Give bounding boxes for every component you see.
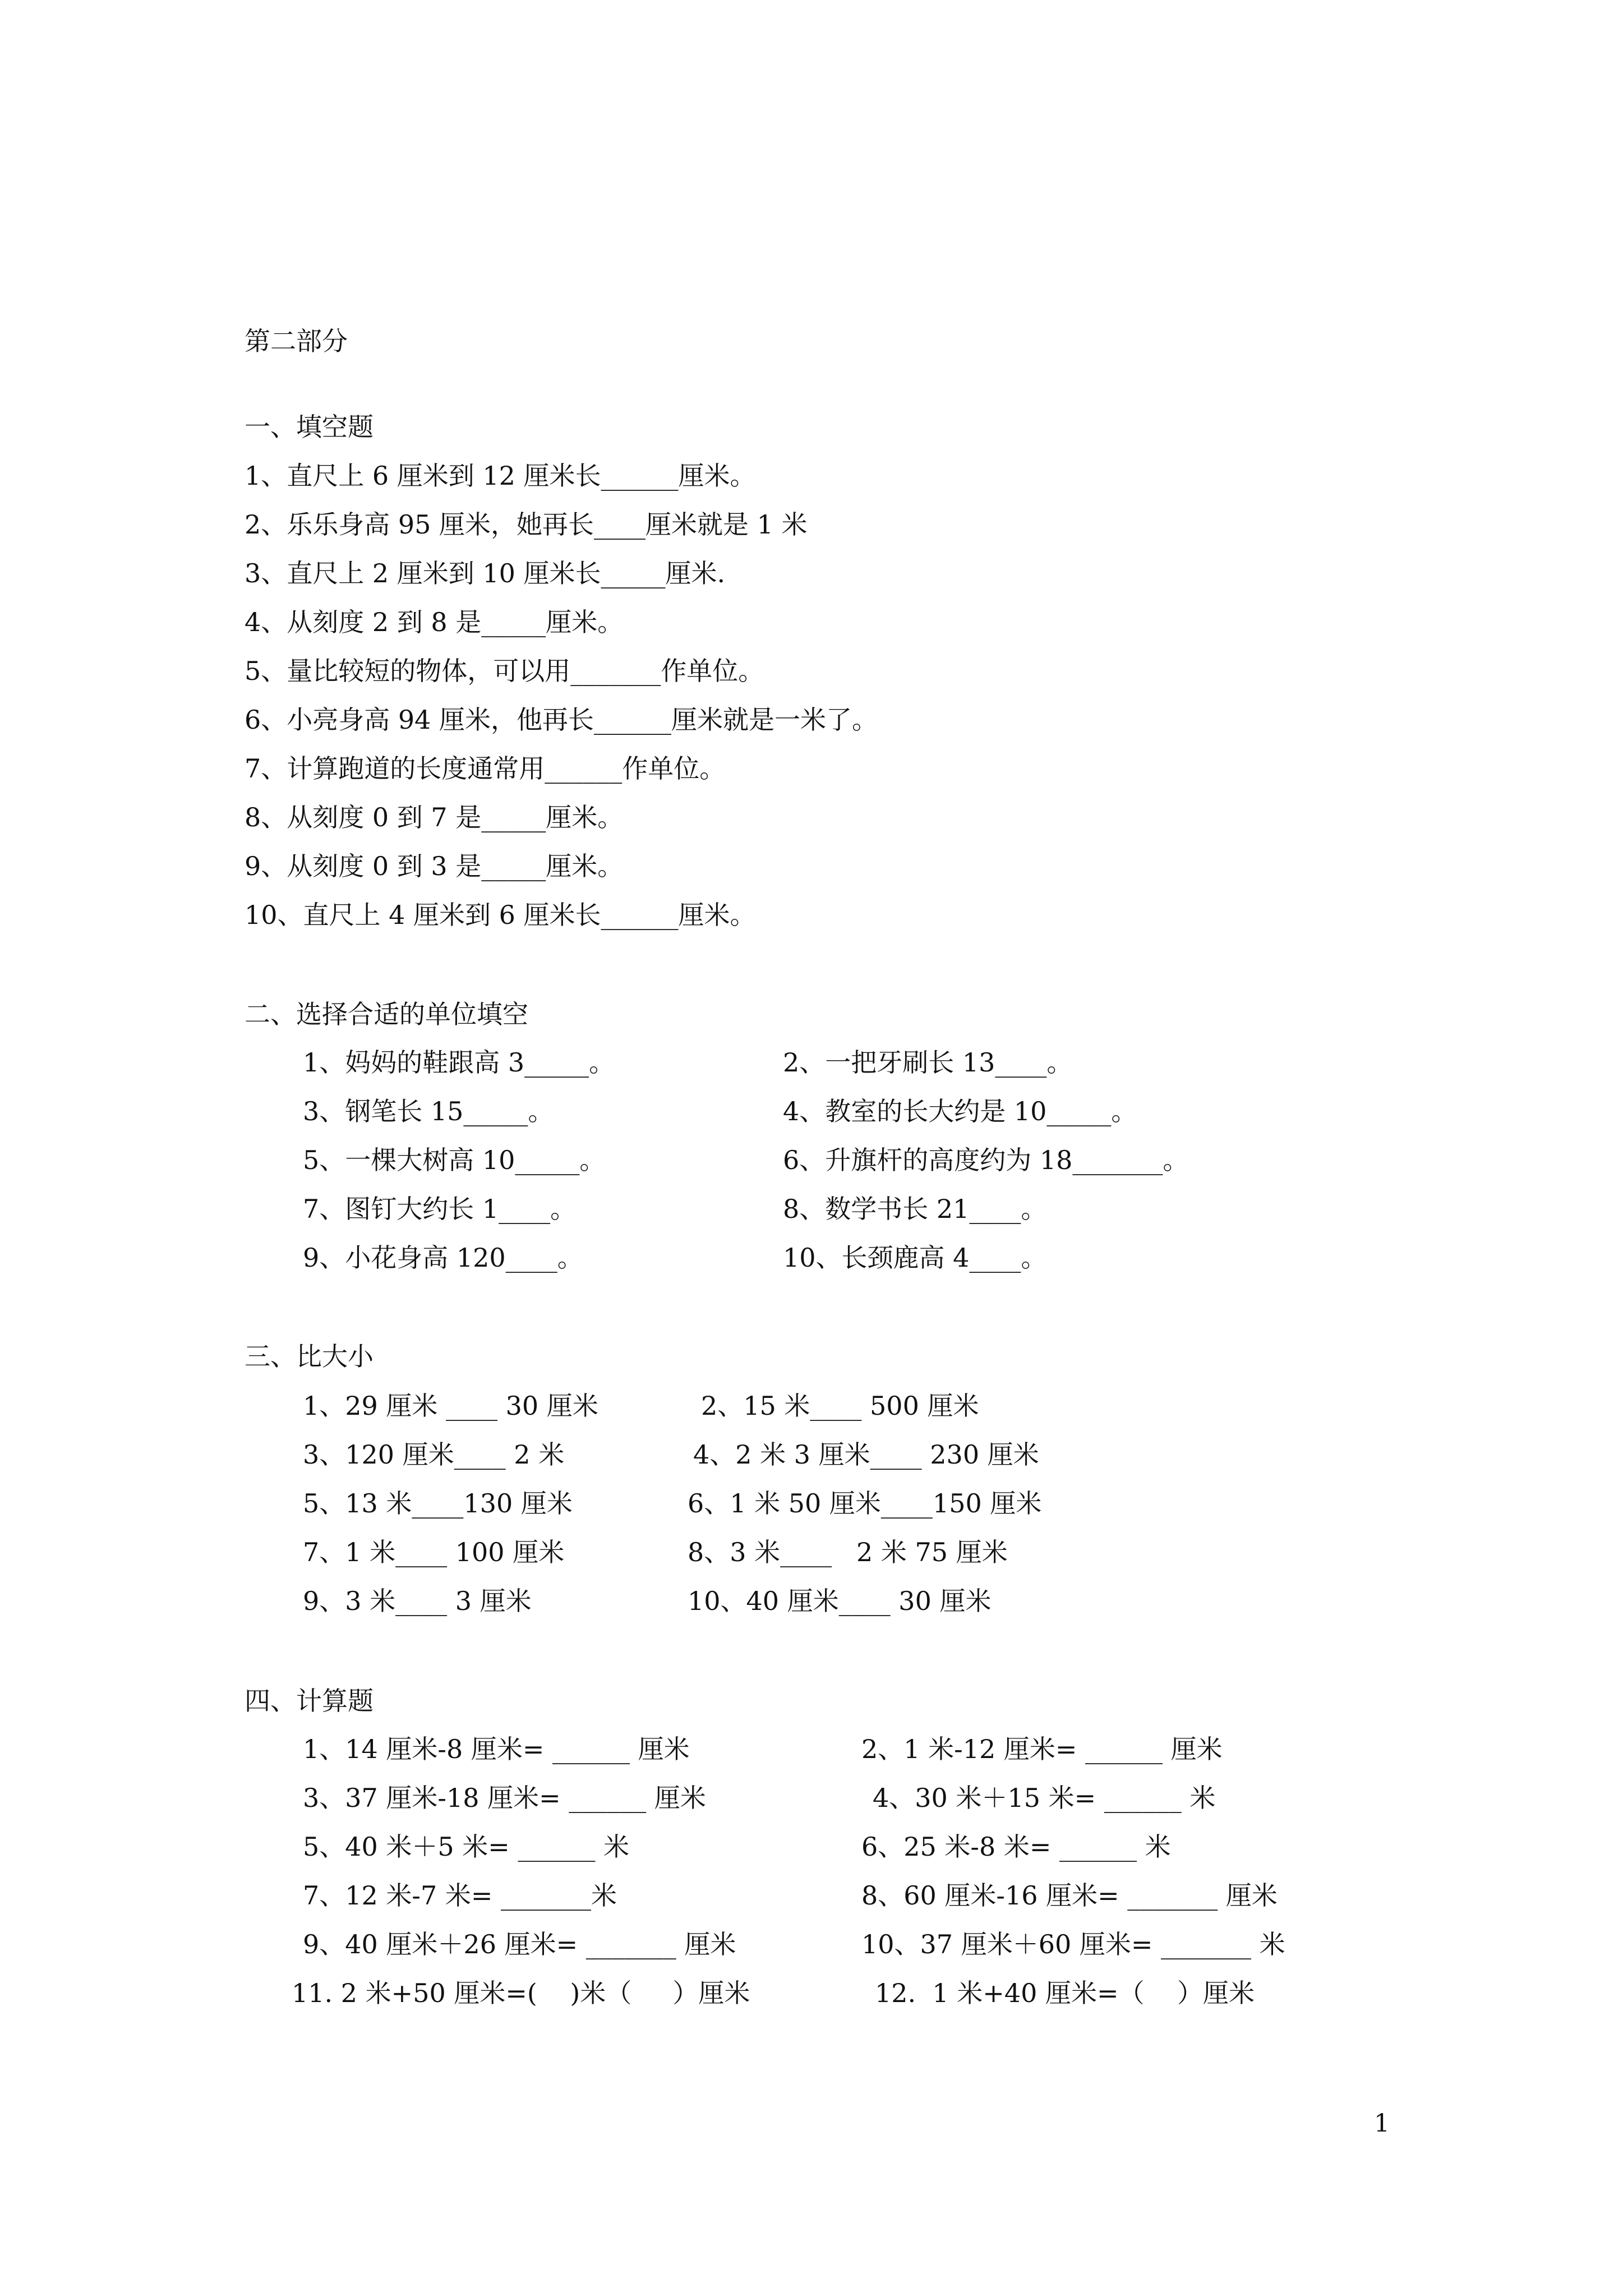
unit-item-5: 5、一棵大树高 10_____。 <box>303 1145 606 1175</box>
compare-item-7: 7、1 米____ 100 厘米 <box>303 1537 565 1567</box>
compare-item-5: 5、13 米____130 厘米 <box>303 1488 573 1519</box>
unit-item-9: 9、小花身高 120____。 <box>303 1243 583 1273</box>
compare-item-9: 9、3 米____ 3 厘米 <box>303 1586 532 1616</box>
calc-item-1: 1、14 厘米-8 厘米= ______ 厘米 <box>303 1734 690 1764</box>
compare-item-1: 1、29 厘米 ____ 30 厘米 <box>303 1391 598 1421</box>
calc-item-6: 6、25 米-8 米= ______ 米 <box>861 1832 1171 1862</box>
fill-item-6: 6、小亮身高 94 厘米，他再长______厘米就是一米了。 <box>245 705 878 735</box>
section2-heading: 二、选择合适的单位填空 <box>245 999 528 1029</box>
calc-item-2: 2、1 米-12 厘米= ______ 厘米 <box>861 1734 1223 1764</box>
compare-item-4: 4、2 米 3 厘米____ 230 厘米 <box>693 1439 1039 1470</box>
fill-item-3: 3、直尺上 2 厘米到 10 厘米长_____厘米. <box>245 558 726 588</box>
calc-item-10: 10、37 厘米＋60 厘米= _______ 米 <box>861 1929 1285 1959</box>
unit-item-4: 4、教室的长大约是 10_____。 <box>783 1096 1137 1126</box>
calc-item-9: 9、40 厘米＋26 厘米= _______ 厘米 <box>303 1929 736 1959</box>
calc-item-11: 11. 2 米+50 厘米=( )米（ ）厘米 <box>292 1978 750 2008</box>
calc-item-12: 12. 1 米+40 厘米=（ ）厘米 <box>875 1978 1255 2008</box>
unit-item-3: 3、钢笔长 15_____。 <box>303 1096 554 1126</box>
fill-item-10: 10、直尺上 4 厘米到 6 厘米长______厘米。 <box>245 900 756 930</box>
compare-item-8: 8、3 米____ 2 米 75 厘米 <box>688 1537 1008 1567</box>
fill-item-9: 9、从刻度 0 到 3 是_____厘米。 <box>245 851 624 881</box>
fill-item-2: 2、乐乐身高 95 厘米，她再长____厘米就是 1 米 <box>245 509 808 540</box>
part-title: 第二部分 <box>245 326 348 356</box>
fill-item-8: 8、从刻度 0 到 7 是_____厘米。 <box>245 802 624 832</box>
fill-item-4: 4、从刻度 2 到 8 是_____厘米。 <box>245 607 624 637</box>
calc-item-7: 7、12 米-7 米= _______米 <box>303 1880 617 1911</box>
calc-item-8: 8、60 厘米-16 厘米= _______ 厘米 <box>861 1880 1278 1911</box>
calc-item-5: 5、40 米＋5 米= ______ 米 <box>303 1832 630 1862</box>
calc-item-3: 3、37 厘米-18 厘米= ______ 厘米 <box>303 1783 706 1813</box>
compare-item-6: 6、1 米 50 厘米____150 厘米 <box>688 1488 1042 1519</box>
section3-heading: 三、比大小 <box>245 1341 374 1372</box>
section1-heading: 一、填空题 <box>245 412 374 442</box>
fill-item-5: 5、量比较短的物体，可以用_______作单位。 <box>245 656 764 686</box>
compare-item-2: 2、15 米____ 500 厘米 <box>701 1391 979 1421</box>
calc-item-4: 4、30 米＋15 米= ______ 米 <box>873 1783 1216 1813</box>
page-number: 1 <box>1374 2109 1390 2138</box>
section4-heading: 四、计算题 <box>245 1686 374 1716</box>
unit-item-6: 6、升旗杆的高度约为 18_______。 <box>783 1145 1189 1175</box>
unit-item-2: 2、一把牙刷长 13____。 <box>783 1047 1073 1078</box>
compare-item-3: 3、120 厘米____ 2 米 <box>303 1439 565 1470</box>
fill-item-7: 7、计算跑道的长度通常用______作单位。 <box>245 753 726 784</box>
unit-item-8: 8、数学书长 21____。 <box>783 1194 1047 1224</box>
compare-item-10: 10、40 厘米____ 30 厘米 <box>688 1586 992 1616</box>
unit-item-7: 7、图钉大约长 1____。 <box>303 1194 577 1224</box>
unit-item-1: 1、妈妈的鞋跟高 3_____。 <box>303 1047 615 1078</box>
fill-item-1: 1、直尺上 6 厘米到 12 厘米长______厘米。 <box>245 461 756 491</box>
unit-item-10: 10、长颈鹿高 4____。 <box>783 1243 1047 1273</box>
